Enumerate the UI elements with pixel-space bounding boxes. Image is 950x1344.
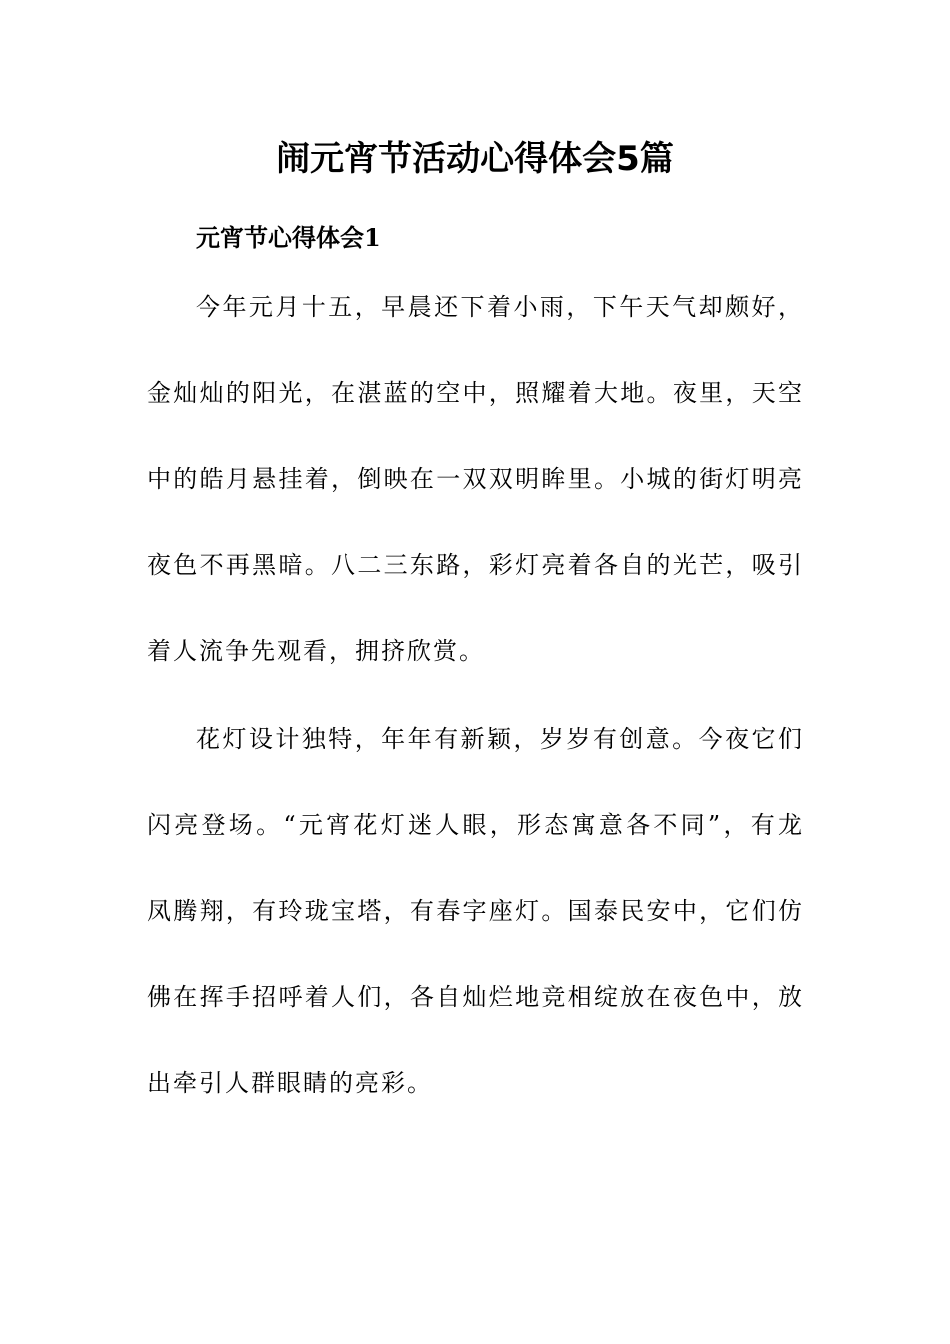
paragraph2-line3: 凤腾翔，有玲珑宝塔，有春字座灯。国泰民安中，它们仿 <box>147 897 803 925</box>
paragraph2-line5: 出牵引人群眼睛的亮彩。 <box>147 1069 433 1097</box>
document-title: 闹元宵节活动心得体会5篇 <box>276 139 674 179</box>
paragraph1-line2: 金灿灿的阳光，在湛蓝的空中，照耀着大地。夜里，天空 <box>147 379 803 407</box>
paragraph1-line3: 中的皓月悬挂着，倒映在一双双明眸里。小城的街灯明亮 <box>147 465 803 493</box>
paragraph2-line1: 花灯设计独特，年年有新颖，岁岁有创意。今夜它们 <box>196 725 803 753</box>
paragraph2-line2: 闪亮登场。“元宵花灯迷人眼，形态寓意各不同”，有龙 <box>147 811 803 839</box>
paragraph1-line5: 着人流争先观看，拥挤欣赏。 <box>147 637 485 665</box>
paragraph1-line4: 夜色不再黑暗。八二三东路，彩灯亮着各自的光芒，吸引 <box>147 551 803 579</box>
paragraph1-line1: 今年元月十五，早晨还下着小雨，下午天气却颇好， <box>196 293 803 321</box>
paragraph2-line4: 佛在挥手招呼着人们，各自灿烂地竞相绽放在夜色中，放 <box>147 983 803 1011</box>
section-heading: 元宵节心得体会1 <box>196 223 381 252</box>
